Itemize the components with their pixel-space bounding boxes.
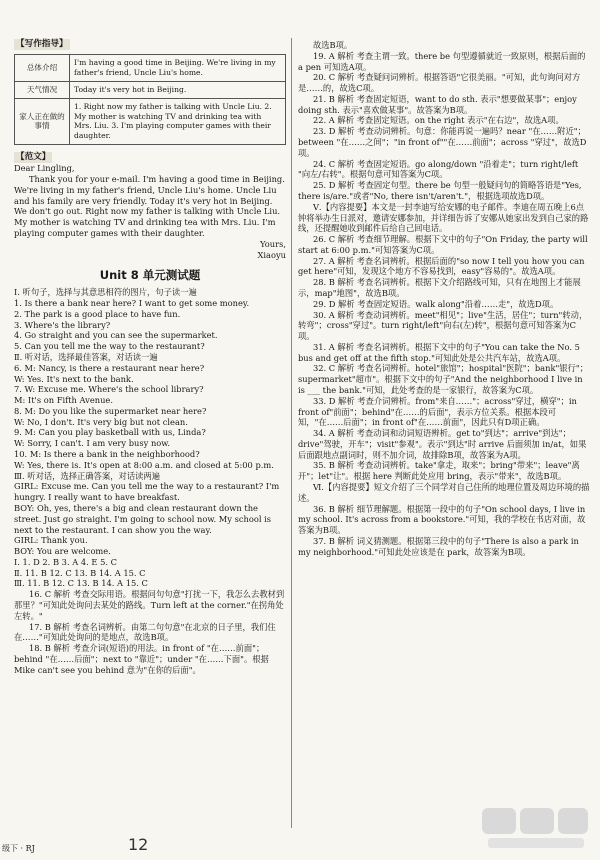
listening-line: Ⅱ. 听对话，选择最佳答案，对话读一遍 bbox=[14, 352, 158, 363]
listening-line: W: No, I don't. It's very big but not clean. bbox=[14, 416, 188, 427]
essay-signature: Xiaoyu bbox=[257, 249, 286, 260]
table-row bbox=[15, 55, 286, 82]
writing-guide-header: 【写作指导】 bbox=[16, 39, 68, 49]
explanation-item: 33. D 解析 考查介词辨析。from"来自……"；across"穿过，横穿"；in front of"前面"；behind"在……的后面"，表示方位关系。根据本段可知，"在……后面"；in front of"在……前面"，因此只有D项正确。 bbox=[298, 395, 577, 428]
listening-line: 1. Is there a bank near here? I want to get some money. bbox=[14, 298, 250, 309]
watermark-logo-icon bbox=[480, 804, 590, 852]
listening-line: 2. The park is a good place to have fun. bbox=[14, 308, 181, 319]
explanation-item: 22. A 解析 考查固定短语。on the right 表示"在右边"，故选A项。 bbox=[312, 115, 564, 126]
listening-line: 5. Can you tell me the way to the restaurant? bbox=[14, 341, 205, 352]
explanation-item: 24. C 解析 考查固定短语。go along/down "沿着走"；turn right/left "向左/右转"。根据句意可知答案为C项。 bbox=[298, 158, 579, 180]
listening-line: GIRL: Thank you. bbox=[14, 535, 88, 546]
page-number: 12 bbox=[128, 835, 149, 855]
explanation-item: 37. B 解析 词义猜测题。根据第三段中的句子"There is also a park in my neighborhood."可知此处应该是在 park，故答案为B项。 bbox=[298, 535, 579, 557]
explanation-item: 31. A 解析 考查名词辨析。根据下文中的句子"You can take the No. 5 bus and get off at the fifth stop."可知此处是公共汽车站，故选A项。 bbox=[298, 341, 580, 363]
listening-line: BOY: Oh, yes, there's a big and clean restaurant down the street. Just go straight. I'm going to school now. My school is next to the restaurant. I can show you the way. bbox=[14, 502, 272, 535]
listening-line: W: Sorry, I can't. I am very busy now. bbox=[14, 438, 171, 449]
listening-line: 4. Go straight and you can see the supermarket. bbox=[14, 330, 218, 341]
explanation-item: 27. A 解析 考查名词辨析。根据后面的"so now I tell you how you can get here"可知，发现这个地方不容易找到，easy"容易的"。故选A项。 bbox=[298, 255, 585, 277]
left-column bbox=[14, 0, 286, 675]
explanation-item: 26. C 解析 考查细节理解。根据下文中的句子"On Friday, the party will start at 6:00 p.m."可知答案为C项。 bbox=[298, 234, 588, 255]
essay-closing: Yours, bbox=[260, 238, 286, 249]
explanation-item: 25. D 解析 考查固定句型。there be 句型一般疑问句的简略答语是"Yes, there is/are."或者"No, there isn't/aren't."，根据选项故选D项。 bbox=[298, 180, 582, 201]
listening-line: W: Yes. It's next to the bank. bbox=[14, 373, 134, 384]
model-essay-header: 【范文】 bbox=[16, 152, 51, 163]
listening-script bbox=[14, 287, 286, 557]
explanation-item: 29. D 解析 考查固定短语。walk along"沿着……走"，故选D项。 bbox=[312, 298, 559, 309]
explanation-item: 35. B 解析 考查动词辨析。take"拿走，取来"；bring"带来"；leave"离开"；let"让"。根据 here 判断此处应用 bring，表示"带来"，故选B项。 bbox=[298, 460, 580, 482]
table-value: 1. Right now my father is talking with Uncle Liu. 2. My mother is watching TV and drinking tea with Mrs. Liu. 3. I'm playing computer games with their daughter. bbox=[70, 98, 286, 144]
table-row bbox=[15, 81, 286, 98]
explanation-item: 21. B 解析 考查固定短语，want to do sth. 表示"想要做某事"；enjoy doing sth. 表示"喜欢做某事"。故答案为B项。 bbox=[298, 93, 577, 115]
answer-line: Ⅱ. 11. B 12. C 13. B 14. A 15. C bbox=[14, 567, 146, 578]
answer-line: Ⅲ. 11. B 12. C 13. B 14. A 15. C bbox=[14, 578, 148, 589]
table-row bbox=[15, 98, 286, 144]
explanation-item: 20. C 解析 考查疑问词辨析。根据答语"它很美丽。"可知，此句询问对方是……的，故选C项。 bbox=[298, 72, 581, 94]
explanation-item: 30. A 解析 考查动词辨析。meet"相见"；live"生活，居住"；turn"转动，转弯"；cross"穿过"。turn right/left"向右(左)转"，根据句意可知答案为C项。 bbox=[298, 309, 588, 342]
right-column bbox=[298, 0, 592, 558]
right-explanations bbox=[298, 40, 592, 558]
explanation-item: 23. D 解析 考查动词辨析。句意：你能再说一遍吗？near "在……附近"；between "在……之间"；"in front of""在……前面"；across "穿过"，故选D项。 bbox=[298, 126, 587, 158]
listening-line: Ⅲ. 听对话，选择正确答案，对话读两遍 bbox=[14, 470, 161, 481]
listening-line: W: Yes, there is. It's open at 8:00 a.m. and closed at 5:00 p.m. bbox=[14, 459, 274, 470]
listening-line: 10. M: Is there a bank in the neighborhood? bbox=[14, 449, 200, 460]
essay-greeting: Dear Lingling, bbox=[14, 163, 75, 174]
explanation-item: 34. A 解析 考查动词和动词短语辨析。get to"到达"；arrive"到达"；drive"驾驶，开车"；visit"参观"。表示"到达"时 arrive 后面须加 in/at，如果后面跟地点副词时，则不加介词，故排除B项，故答案为A项。 bbox=[298, 428, 587, 460]
table-value: Today it's very hot in Beijing. bbox=[70, 81, 286, 98]
explanation-item: Ⅴ.【内容提要】本文是一封李迪写给安娜的电子邮件。李迪在周五晚上6点钟将举办生日派对，邀请安娜参加，并详细告诉了安娜从她家出发到自己家的路线，还提醒她收到邮件后给自己回电话。 bbox=[298, 201, 589, 234]
left-explanations bbox=[14, 589, 286, 675]
listening-line: GIRL: Excuse me. Can you tell me the way to a restaurant? I'm hungry. I really want to have breakfast. bbox=[14, 481, 280, 503]
explanation-item: Ⅵ.【内容提要】短文介绍了三个同学对自己住所的地理位置及周边环境的描述。 bbox=[298, 482, 590, 503]
explanation-item: 18. B 解析 考查介词(短语)的用法。in front of "在……前面"；behind "在……后面"；next to "靠近"；under "在……下面"。根据 Mike can't see you behind 意为"在你的后面"。 bbox=[14, 643, 269, 675]
explanation-item: 32. C 解析 考查名词辨析。hotel"旅馆"；hospital"医院"；bank"银行"；supermarket"超市"。根据下文中的句子"And the neighborhood I live in is ___ the bank."可知，此处考查的是一家银行，故答案为C项。 bbox=[298, 363, 588, 395]
table-key: 总体介绍 bbox=[15, 55, 70, 82]
watermark-logo bbox=[480, 804, 590, 852]
listening-line: 9. M: Can you play basketball with us, Linda? bbox=[14, 427, 206, 438]
table-key: 家人正在做的事情 bbox=[15, 98, 70, 144]
listening-line: M: It's on Fifth Avenue. bbox=[14, 395, 113, 406]
essay-body: Thank you for your e-mail. I'm having a good time in Beijing. We're living in my father's friend, Uncle Liu's home. Uncle Liu and his family are very friendly. Today it's very hot in Beijing. We don't go out. Right now my father is talking with Uncle Liu. My mother is watching TV and drinking tea with Mrs. Liu. I'm playing computer games with their daughter. bbox=[14, 174, 285, 239]
answer-line: Ⅰ. 1. D 2. B 3. A 4. E 5. C bbox=[14, 556, 118, 567]
listening-line: 7. W: Excuse me. Where's the school library? bbox=[14, 384, 204, 395]
listening-line: 6. M: Nancy, is there a restaurant near here? bbox=[14, 362, 205, 373]
listening-line: 3. Where's the library? bbox=[14, 319, 111, 330]
table-value: I'm having a good time in Beijing. We're living in my father's friend, Uncle Liu's home. bbox=[70, 55, 286, 82]
explanation-item: 28. B 解析 考查名词辨析。根据下文介绍路线可知，只有在地图上才能展示，map"地图"，故选B项。 bbox=[298, 277, 581, 298]
explanation-item: 故选B项。 bbox=[312, 40, 353, 50]
explanation-item: 16. C 解析 考查交际用语。根据问句句意"打扰一下，我怎么去教材到那里？"可知此处询问去某处的路线。Turn left at the corner."在拐角处左转。" bbox=[14, 589, 285, 621]
listening-line: 8. M: Do you like the supermarket near here? bbox=[14, 405, 207, 416]
column-divider bbox=[291, 38, 292, 828]
writing-guide-table bbox=[14, 54, 286, 145]
unit-title: Unit 8 单元测试题 bbox=[99, 268, 201, 283]
answer-key bbox=[14, 557, 286, 589]
footer-grade-label: 级下 · RJ bbox=[2, 843, 35, 853]
table-key: 天气情况 bbox=[15, 81, 70, 98]
explanation-item: 17. B 解析 考查名词辨析。由第二句句意"在北京的日子里，我们住在……"可知此处询问的是地点，故选B项。 bbox=[14, 621, 276, 643]
listening-line: BOY: You are welcome. bbox=[14, 546, 111, 557]
listening-line: Ⅰ. 听句子，选择与其意思相符的图片，句子读一遍 bbox=[14, 287, 197, 298]
explanation-item: 19. A 解析 考查主谓一致。there be 句型遵循就近一致原则，根据后面的 a pen 可知选A项。 bbox=[298, 50, 586, 72]
explanation-item: 36. B 解析 细节理解题。根据第一段中的句子"On school days, I live in my school. It's across from a bookstore."可知，我的学校在书店对面，故答案为B项。 bbox=[298, 503, 586, 536]
